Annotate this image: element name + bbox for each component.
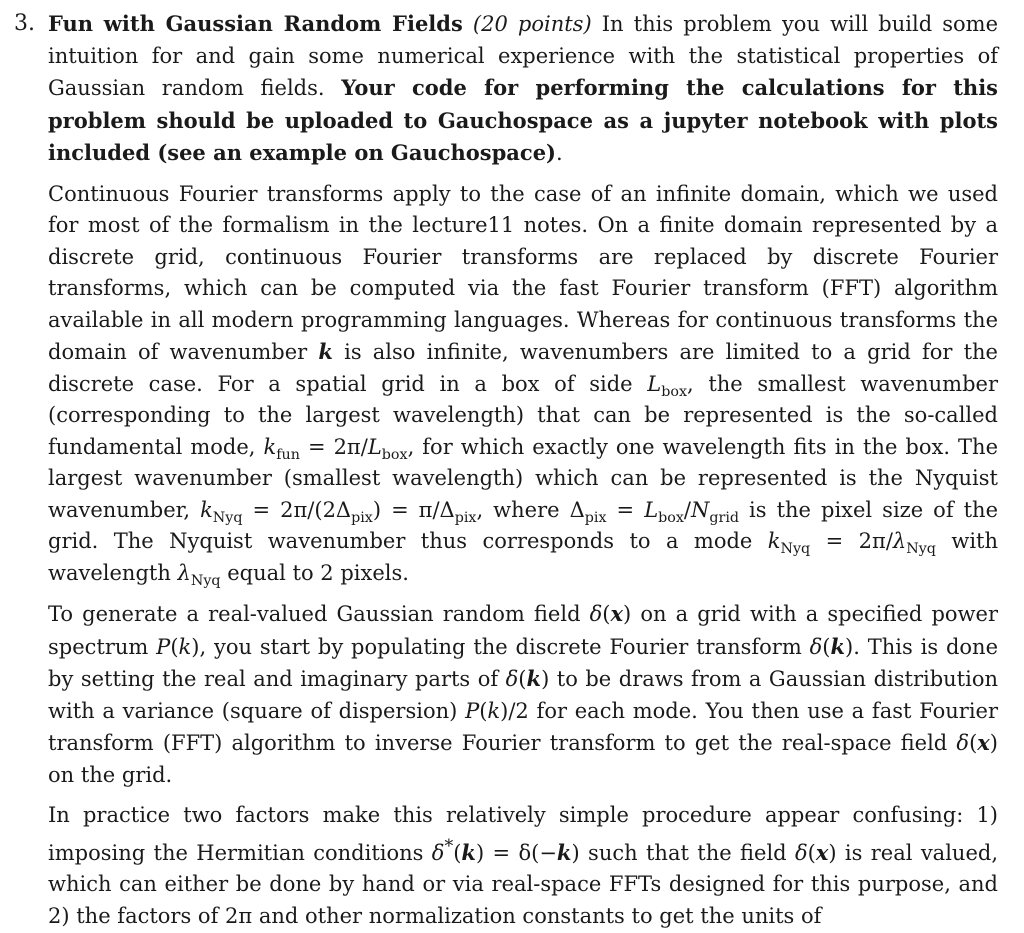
math-L-box: $L_{box}$: [647, 371, 687, 400]
math-k-vector: k: [318, 339, 333, 364]
math-delta-x: δ(x): [589, 601, 632, 626]
math-pixel-size-equation: $\Delta_{pix} = L_{box}/N_{grid}$: [569, 497, 740, 526]
math-P-k-half: P(k)/2: [465, 698, 529, 723]
math-delta-k: δ(k): [809, 633, 854, 659]
paragraph-hermitian: In practice two factors make this relatively simple procedure appear confusing: 1) imposing the Hermitian conditions δ*(k) = δ(−k) such that the field δ(x) is real valued, which can either be done by hand or via real-space FFTs designed for this purpose, and 2) the factors of 2π and other normalization constants to get the units of: [48, 803, 998, 928]
math-kNyq-equation: $k_{Nyq} = 2\pi/(2\Delta_{pix}) = \pi/\Delta_{pix}$: [200, 497, 477, 526]
problem-body: [48, 8, 998, 932]
math-lambda-nyq: $\lambda_{Nyq}$: [177, 560, 221, 589]
math-two-pi: 2π: [225, 903, 253, 928]
math-hermitian-condition: δ*(k) = δ(−k): [431, 836, 580, 865]
math-kfun-equation: $k_{fun} = 2\pi/L_{box}$: [263, 434, 408, 463]
math-kNyq-lambda-equation: $k_{Nyq} = 2\pi/\lambda_{Nyq}$: [767, 529, 936, 558]
problem-title: Fun with Gaussian Random Fields: [48, 11, 463, 36]
problem-instructions: Your code for performing the calculations for this problem should be uploaded to Gauchospace as a jupyter notebook with plots included (see an example on Gauchospace): [48, 75, 998, 165]
math-delta-k: δ(k): [505, 666, 550, 691]
problem-points: (20 points): [472, 12, 592, 36]
problem-intro: In this problem you will build some intuition for and gain some numerical experience with the statistical properties of Gaussian random fields.: [48, 12, 998, 100]
problem-statement: Fun with Gaussian Random Fields (20 points) In this problem you will build some intuition for and gain some numerical experience with the statistical properties of Gaussian random fields. Your code for performing the calculations for this problem should be uploaded to Gauchospace as a jupyter notebook with plots included (see an example on Gauchospace).: [48, 11, 998, 165]
math-delta-x: δ(x): [794, 839, 837, 865]
math-delta-x: δ(x): [956, 730, 998, 755]
problem-number: 3.: [14, 11, 35, 36]
paragraph-fourier-grid: Continuous Fourier transforms apply to the case of an infinite domain, which we used for most of the formalism in the lecture11 notes. On a finite domain represented by a discrete grid, continuous Fourier transforms are replaced by discrete Fourier transforms, which can be computed via the fast Fourier transform (FFT) algorithm available in all modern programming languages. Whereas for continuous transforms the domain of wavenumber k is also infinite, wavenumbers are limited to a grid for the discrete case. For a spatial grid in a box of side $L_{box}$, the smallest wavenumber (corresponding to the largest wavelength) that can be represented is the so-called fundamental mode, $k_{fun} = 2\pi/L_{box}$, for which exactly one wavelength fits in the box. The largest wavenumber (smallest wavelength) which can be represented is the Nyquist wavenumber, $k_{Nyq} = 2\pi/(2\Delta_{pix}) = \pi/\Delta_{pix}$, where $\Delta_{pix} = L_{box}/N_{grid}$ is the pixel size of the grid. The Nyquist wavenumber thus corresponds to a mode $k_{Nyq} = 2\pi/\lambda_{Nyq}$ with wavelength $\lambda_{Nyq}$ equal to 2 pixels.: [48, 181, 999, 589]
math-P-k: P(k): [156, 634, 200, 659]
paragraph-generate-field: To generate a real-valued Gaussian random field δ(x) on a grid with a specified power spectrum P(k), you start by populating the discrete Fourier transform δ(k). This is done by setting the real and imaginary parts of δ(k) to be draws from a Gaussian distribution with a variance (square of dispersion) P(k)/2 for each mode. You then use a fast Fourier transform (FFT) algorithm to inverse Fourier transform to get the real-space field δ(x) on the grid.: [48, 601, 999, 787]
